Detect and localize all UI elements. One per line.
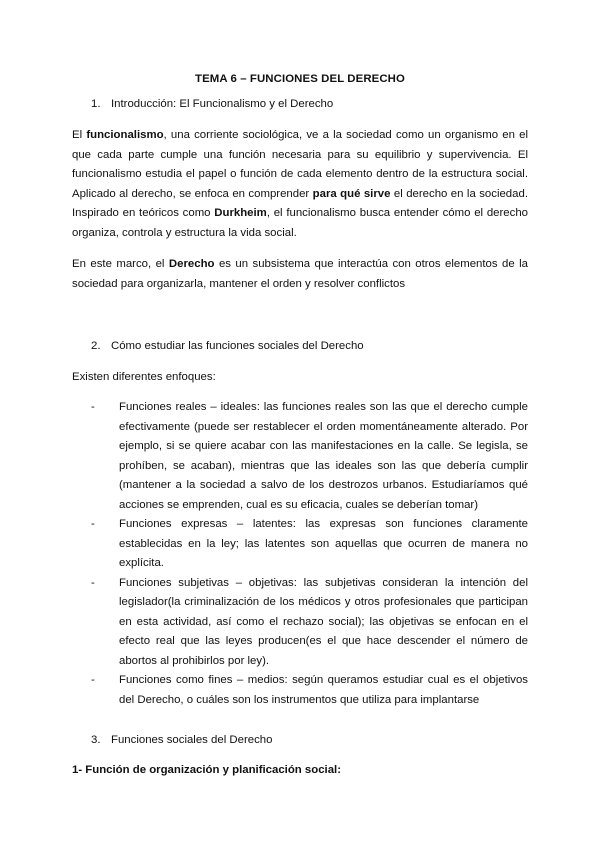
section-heading-1 — [91, 98, 333, 110]
section-label: Funciones sociales del Derecho — [111, 734, 273, 746]
text-run: El — [72, 129, 87, 141]
section-number: 1. — [91, 98, 101, 110]
list-item-text: Funciones como fines – medios: según queramos estudiar cual es el objetivos del Derecho, o cuáles son los instrumentos que utiliza para implantarse — [119, 674, 528, 706]
page-title: TEMA 6 – FUNCIONES DEL DERECHO — [195, 73, 405, 85]
text-run: , el funcionalismo busca entender cómo el derecho organiza, controla y estructura la vida social. — [72, 207, 528, 239]
text-run: , una corriente sociológica, ve a la sociedad como un organismo en el que cada parte cumple una función necesaria para su equilibrio y supervivencia. El funcionalismo estudia el papel o función de cada elemento dentro de la estructura social. Aplicado al derecho, se enfoca en comprender — [72, 129, 528, 200]
list-item — [91, 515, 528, 574]
bold-term-derecho: Derecho — [168, 258, 215, 270]
list-item-text: Funciones subjetivas – objetivas: las subjetivas consideran la intención del legislador(la criminalización de los médicos y otros profesionales que participan en esta actividad, así como el rechazo social); las objetivas se enfocan en el efecto real que las leyes producen(es el que hace descender el número de abortos al prohibirlos por ley). — [119, 576, 528, 667]
section-number: 2. — [91, 340, 101, 352]
enfoques-list — [91, 398, 528, 710]
text-run: es un subsistema que interactúa con otros elementos de la sociedad para organizarla, mantener el orden y resolver conflictos — [72, 258, 528, 290]
section-number: 3. — [91, 734, 101, 746]
enfoques-intro: Existen diferentes enfoques: — [72, 371, 216, 383]
text-run: el derecho en la sociedad. Inspirado en teóricos como — [72, 187, 528, 219]
intro-paragraph-1 — [72, 126, 528, 243]
section-heading-3 — [91, 734, 272, 746]
list-dash: - — [91, 518, 95, 530]
list-dash: - — [91, 674, 95, 686]
bold-term-funcionalismo: funcionalismo — [86, 129, 164, 141]
list-dash: - — [91, 576, 95, 589]
list-item-text: Funciones reales – ideales: las funciones reales son las que el derecho cumple efectivamente (puede ser restablecer el orden momentáneamente alterado. Por ejemplo, si se quiere acabar con las manifestaciones en la calle. Se legisla, se prohíben, se acaban), mientras que las ideales son las que debería cumplir (mantener a la sociedad a salvo de los destrozos urbanos. Estudiaríamos qué acciones se emprenden, cual es su eficacia, cuales se deberían tomar) — [119, 401, 528, 511]
list-item — [91, 398, 528, 515]
section-label: Introducción: El Funcionalismo y el Derecho — [111, 98, 334, 110]
bold-term-durkheim: Durkheim — [214, 207, 267, 219]
list-item — [91, 574, 528, 672]
subheading-funcion-organizacion: 1- Función de organización y planificación social: — [72, 764, 341, 776]
section-label: Cómo estudiar las funciones sociales del Derecho — [111, 340, 364, 352]
bold-term-para-que-sirve: para qué sirve — [312, 187, 391, 200]
text-run: En este marco, el — [72, 258, 169, 270]
list-dash: - — [91, 401, 95, 413]
section-heading-2 — [91, 340, 364, 352]
list-item — [91, 671, 528, 710]
list-item-text: Funciones expresas – latentes: las expresas son funciones claramente establecidas en la ley; las latentes son aquellas que ocurren de manera no explícita. — [119, 518, 528, 569]
intro-paragraph-2 — [72, 255, 528, 294]
